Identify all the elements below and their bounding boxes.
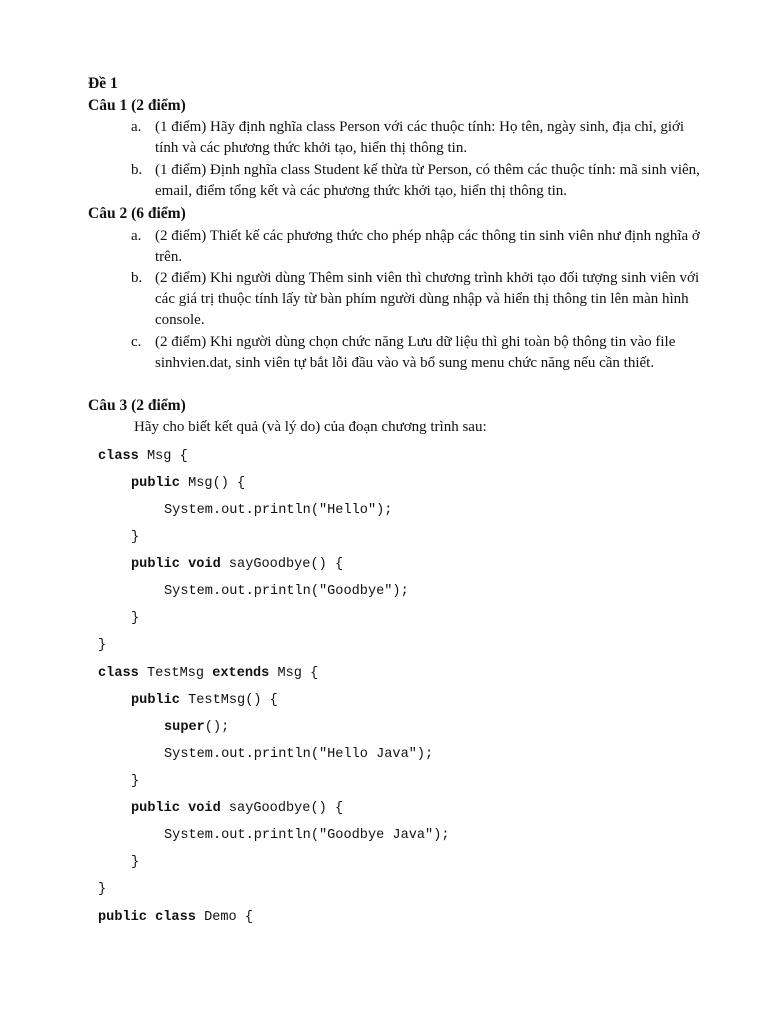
code-line: System.out.println("Goodbye");	[164, 584, 409, 599]
list-marker: b.	[131, 162, 143, 178]
question-2a-text: (2 điểm) Thiết kế các phương thức cho phép nhập các thông tin sinh viên như định nghĩa ở trên.	[155, 228, 700, 265]
code-line: public Msg() {	[131, 476, 246, 491]
code-line: super();	[164, 720, 230, 735]
code-line: class TestMsg extends Msg {	[98, 666, 319, 681]
exam-title: Đề 1	[88, 75, 118, 92]
question-2b	[131, 268, 711, 331]
list-marker: c.	[131, 334, 142, 350]
code-line: }	[131, 855, 140, 870]
code-line: }	[131, 530, 140, 545]
code-line: public class Demo {	[98, 910, 254, 925]
question-2b-text: (2 điểm) Khi người dùng Thêm sinh viên thì chương trình khởi tạo đối tượng sinh viên với các giá trị thuộc tính lấy từ bàn phím người dùng nhập và hiển thị thông tin lên màn hình console.	[155, 270, 700, 328]
question-1a-text: (1 điểm) Hãy định nghĩa class Person với các thuộc tính: Họ tên, ngày sinh, địa chỉ, giới tính và các phương thức khởi tạo, hiển thị thông tin.	[155, 119, 685, 156]
code-line: System.out.println("Hello Java");	[164, 747, 434, 762]
question-2c-text: (2 điểm) Khi người dùng chọn chức năng Lưu dữ liệu thì ghi toàn bộ thông tin vào file sinhvien.dat, sinh viên tự bắt lỗi đầu vào và bổ sung menu chức năng nếu cần thiết.	[155, 334, 676, 371]
question-2a	[131, 226, 711, 268]
code-line: }	[131, 774, 140, 789]
code-line: public void sayGoodbye() {	[131, 557, 344, 572]
code-line: System.out.println("Hello");	[164, 503, 393, 518]
list-marker: b.	[131, 270, 143, 286]
list-marker: a.	[131, 228, 142, 244]
code-line: public void sayGoodbye() {	[131, 801, 344, 816]
question-3-heading: Câu 3 (2 điểm)	[88, 397, 186, 414]
code-line: }	[98, 638, 107, 653]
code-line: System.out.println("Goodbye Java");	[164, 828, 450, 843]
question-2c	[131, 332, 711, 374]
question-3-intro: Hãy cho biết kết quả (và lý do) của đoạn chương trình sau:	[134, 419, 487, 435]
code-line: class Msg {	[98, 449, 188, 464]
question-2-heading: Câu 2 (6 điểm)	[88, 205, 186, 222]
question-1a	[131, 117, 711, 159]
question-1b	[131, 160, 711, 202]
list-marker: a.	[131, 119, 142, 135]
code-line: }	[98, 882, 107, 897]
code-line: }	[131, 611, 140, 626]
question-1-heading: Câu 1 (2 điểm)	[88, 97, 186, 114]
question-1b-text: (1 điểm) Định nghĩa class Student kế thừa từ Person, có thêm các thuộc tính: mã sinh viên, email, điểm tổng kết và các phương thức khởi tạo, hiển thị thông tin.	[155, 162, 700, 199]
code-line: public TestMsg() {	[131, 693, 278, 708]
